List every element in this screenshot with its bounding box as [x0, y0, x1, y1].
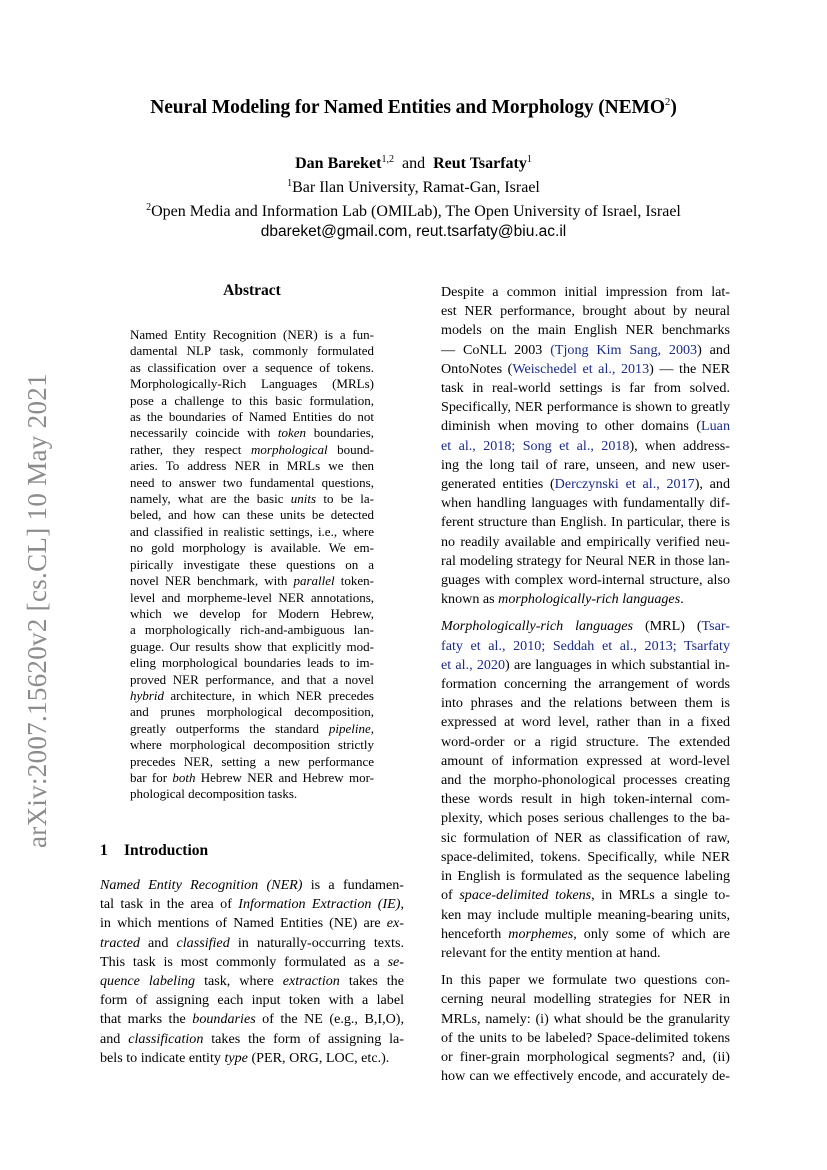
emphasis: ex- — [386, 915, 404, 932]
text-line: Despite a common initial impression from lat- — [441, 284, 730, 300]
citation-link[interactable]: Luan — [701, 418, 730, 435]
text-line: when handling languages with fundamentally dif- — [441, 495, 730, 512]
emphasis: extraction — [282, 973, 340, 990]
small-caps-text: ER — [264, 1049, 283, 1066]
text-line: OntoNotes (Weischedel et al., 2013) — the NER — [441, 360, 730, 377]
author-block — [0, 150, 827, 242]
right-column — [427, 283, 730, 1086]
text-line: how can we effectively encode, and accurately de- — [441, 1068, 730, 1085]
text-line: phological decomposition tasks. — [130, 786, 298, 802]
text-line: damental NLP task, commonly formulated — [130, 343, 374, 359]
abstract-body — [130, 327, 374, 803]
text-line: where morphological decomposition strictly — [130, 737, 374, 753]
emphasis: type — [224, 1049, 248, 1066]
text-line: plexity, which poses serious challenges to the ba- — [441, 810, 730, 827]
citation-link[interactable]: Tsar- — [701, 618, 731, 635]
text-line — [427, 637, 730, 656]
text-line: tracted and classified in naturally-occurring texts. — [100, 934, 404, 951]
text-line: et al., 2018; Song et al., 2018), when address- — [441, 437, 730, 454]
text-line: need to answer two fundamental questions, — [130, 474, 374, 490]
text-line: as classification over a sequence of tokens. — [130, 359, 374, 375]
author-name: Reut Tsarfaty — [433, 155, 527, 172]
emphasis: morphological — [251, 441, 328, 457]
author-emails[interactable]: dbareket@gmail.com, reut.tsarfaty@biu.ac.il — [260, 223, 567, 240]
text-line: amount of information expressed at word-level — [441, 752, 730, 769]
text-line: formation concerning the arrangement of words — [441, 676, 730, 693]
text-line: pose a challenge to this basic formulation, — [130, 392, 374, 408]
text-line: tal task in the area of Information Extraction (IE), — [100, 896, 404, 913]
text-line: pirically investigate these questions on a — [130, 556, 374, 572]
text-line: Specifically, NER performance is shown to greatly — [441, 399, 730, 416]
small-caps-text: RG — [299, 1049, 319, 1066]
text-line: or finer-grain morphological segments? and, (ii) — [441, 1048, 730, 1065]
text-line: a morphologically rich-and-ambiguous lan- — [130, 622, 374, 638]
text-line: bar for both Hebrew NER and Hebrew mor- — [130, 769, 374, 785]
text-line: Named Entity Recognition (NER) is a fun- — [130, 327, 374, 342]
text-line: henceforth morphemes, only some of which are — [441, 925, 730, 942]
text-line: est NER performance, brought about by neural — [441, 303, 730, 320]
text-line: and classification takes the form of assigning la- — [100, 1030, 405, 1047]
emphasis: parallel — [293, 573, 335, 589]
emphasis: space-delimited tokens — [459, 887, 592, 904]
emphasis: units — [290, 491, 317, 507]
left-column — [100, 282, 404, 803]
text-line: ferent structure than English. In particular, there is — [441, 514, 730, 531]
text-line: sic formulation of NER as classification of raw, — [441, 829, 730, 846]
text-line: namely, what are the basic units to be la- — [130, 491, 374, 507]
text-line: no gold morphology is available. We em- — [130, 540, 374, 556]
text-line: known as morphologically-rich languages. — [441, 591, 684, 608]
text-line: necessarily coincide with token boundaries, — [130, 425, 374, 441]
text-line: level and morpheme-level NER annotations, — [130, 589, 374, 605]
text-line: precedes NER, setting a new performance — [130, 753, 374, 769]
affiliation-1: $^1$Bar Ilan University, Ramat-Gan, Israel — [287, 178, 540, 196]
text-line: hybrid architecture, in which NER precedes — [130, 687, 374, 703]
emphasis: morphemes — [508, 925, 574, 942]
text-line: proved NER performance, and that a novel — [130, 671, 374, 687]
emphasis: Named Entity Recognition (NER) — [100, 877, 303, 893]
text-line: and classified in realistic settings, i.e., where — [130, 523, 374, 539]
text-line: no readily available and empirically verified neu- — [441, 533, 730, 550]
text-line: greatly outperforms the standard pipeline, — [130, 720, 374, 736]
text-line: — CoNLL 2003 (Tjong Kim Sang, 2003) and — [441, 341, 730, 358]
emphasis: classified — [176, 934, 230, 951]
author-name: Dan Bareket — [295, 155, 382, 172]
text-line: ken may include multiple meaning-bearing units, — [441, 906, 730, 923]
introduction-paragraph — [100, 876, 404, 1068]
emphasis: morphologically-rich languages — [498, 591, 681, 608]
paragraph — [427, 617, 730, 963]
citation-link[interactable]: Weischedel et al., 2013 — [512, 360, 650, 377]
emphasis: pipeline — [328, 720, 371, 736]
paragraph — [427, 283, 730, 609]
text-line: rather, they respect morphological bound- — [130, 441, 374, 457]
text-line: cerning neural modelling strategies for NER in — [441, 991, 730, 1008]
text-line: and the morpho-phonological processes creating — [441, 772, 730, 789]
citation-link[interactable]: et al., 2018; Song et al., 2018 — [441, 437, 630, 454]
text-line: bels to indicate entity type (PER, ORG, LOC, etc.). — [100, 1049, 390, 1066]
text-line: guage. Our results show that explicitly mod- — [130, 638, 374, 654]
text-line: generated entities (Derczynski et al., 2017), and — [441, 476, 731, 493]
text-line: Morphologically-rich languages (MRL) (Tsar- — [441, 618, 731, 635]
text-line: beled, and how can these units be detected — [130, 507, 374, 523]
emphasis: tracted — [100, 934, 140, 951]
text-line: models on the main English NER benchmarks — [441, 322, 730, 339]
section-heading-introduction: 1 Introduction — [100, 842, 209, 859]
emphasis: token — [277, 425, 307, 441]
author-line: Dan Bareket$^{1,2}$ and Reut Tsarfaty$^1$ — [295, 154, 532, 172]
affiliation-2: $^2$Open Media and Information Lab (OMILab), The Open University of Israel, Israel — [146, 202, 681, 220]
text-line: relevant for the entity mention at hand. — [441, 944, 661, 961]
text-line: Named Entity Recognition (NER) is a fundamen- — [100, 877, 405, 893]
text-line: these words result in high token-internal com- — [441, 791, 730, 808]
emphasis: both — [172, 769, 196, 785]
emphasis: se- — [387, 953, 404, 970]
emphasis: classification — [128, 1030, 204, 1047]
paragraph — [427, 971, 730, 1086]
text-line: as the boundaries of Named Entities do not — [130, 409, 374, 425]
emphasis: Morphologically-rich languages — [441, 618, 634, 635]
paper-title: Neural Modeling for Named Entities and Morphology (NEMO$^2$) — [150, 96, 677, 118]
text-line: expressed at word level, rather than in a fixed — [441, 714, 730, 731]
text-line: ral modeling strategy for Neural NER in those lan- — [441, 552, 730, 569]
citation-link[interactable]: Derczynski et al., 2017 — [554, 476, 695, 493]
text-line: word-order or a rigid structure. The extended — [441, 733, 730, 750]
emphasis: boundaries — [192, 1011, 256, 1028]
text-line: of the units to be labeled? Space-delimited tokens — [441, 1029, 730, 1046]
text-line: This task is most commonly formulated as a se- — [100, 953, 404, 970]
author-conjunction: and — [401, 155, 426, 172]
text-line: which we develop for Modern Hebrew, — [130, 605, 374, 621]
emphasis: hybrid — [130, 687, 164, 703]
text-line: MRLs, namely: (i) what should be the granularity — [441, 1010, 730, 1027]
text-line: et al., 2020) are languages in which substantial in- — [441, 656, 730, 673]
small-caps-text: OC — [334, 1049, 355, 1066]
citation-link[interactable]: faty et al., 2010; Seddah et al., 2013; Tsarfaty — [441, 637, 730, 654]
text-line: that marks the boundaries of the NE (e.g., B,I,O), — [100, 1011, 404, 1028]
arxiv-stamp: arXiv:2007.15620v2 [cs.CL] 10 May 2021 — [22, 373, 52, 848]
text-line: in English is formulated as the sequence labeling — [441, 868, 730, 885]
text-line: and prunes morphological decomposition, — [130, 704, 374, 720]
text-line: novel NER benchmark, with parallel token- — [130, 573, 374, 589]
citation-link[interactable]: et al., 2020 — [441, 656, 506, 673]
text-line: form of assigning each input token with a label — [100, 992, 404, 1009]
text-line: quence labeling task, where extraction takes the — [100, 973, 404, 990]
text-line: aries. To address NER in MRLs we then — [130, 458, 374, 474]
text-line: Morphologically-Rich Languages (MRLs) — [130, 376, 374, 392]
text-line: In this paper we formulate two questions con- — [441, 972, 730, 989]
text-line: task in real-world settings is far from solved. — [441, 380, 730, 397]
text-line: guages with complex word-internal structure, also — [441, 572, 730, 589]
text-line: in which mentions of Named Entities (NE) are ex- — [100, 915, 404, 932]
text-line: eling morphological boundaries leads to im- — [130, 655, 374, 671]
text-line: diminish when moving to other domains (Luan — [441, 418, 730, 435]
text-line: space-delimited, tokens. Specifically, while NER — [441, 848, 730, 865]
citation-link[interactable]: (Tjong Kim Sang, 2003 — [550, 341, 698, 358]
text-line: into phrases and the relations between them is — [441, 695, 730, 712]
emphasis: Information Extraction (IE) — [238, 896, 401, 913]
text-line: ing the long tail of rare, unseen, and new user- — [441, 456, 730, 473]
text-line: of space-delimited tokens, in MRLs a single to- — [441, 887, 730, 904]
abstract-heading: Abstract — [223, 282, 281, 299]
emphasis: quence labeling — [100, 973, 196, 990]
